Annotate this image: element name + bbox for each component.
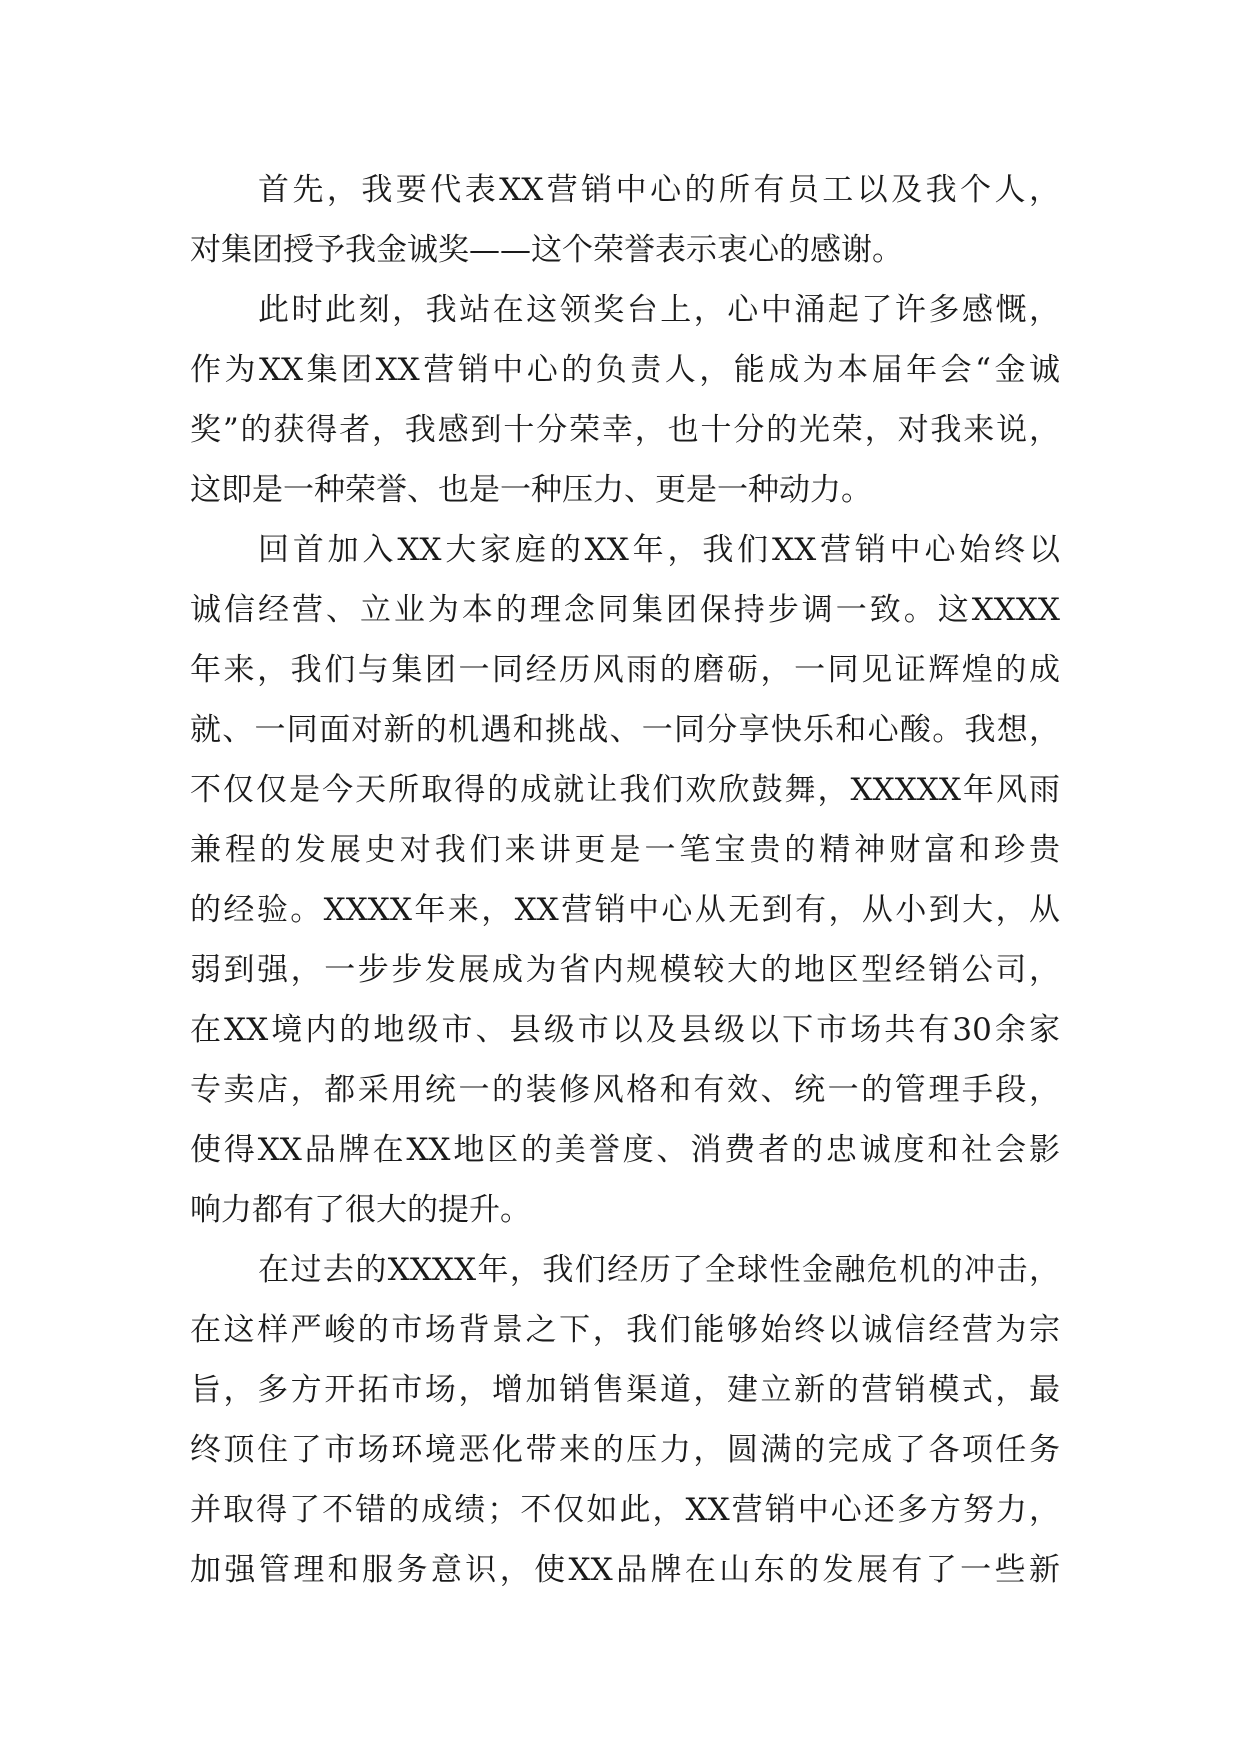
paragraph-3 [190, 520, 1060, 1240]
text-line: 响力都有了很大的提升。 [190, 1192, 531, 1228]
text-line: 在XX境内的地级市、县级市以及县级以下市场共有30余家 [190, 1012, 1060, 1048]
text-line: 对集团授予我金诚奖——这个荣誉表示衷心的感谢。 [190, 232, 903, 268]
document-body [190, 160, 1060, 1600]
paragraph-1 [190, 160, 1060, 280]
text-line: 此时此刻，我站在这领奖台上，心中涌起了许多感慨， [258, 292, 1060, 328]
text-line: 奖”的获得者，我感到十分荣幸，也十分的光荣，对我来说， [190, 412, 1060, 448]
text-line: 兼程的发展史对我们来讲更是一笔宝贵的精神财富和珍贵 [190, 832, 1060, 868]
text-line: 这即是一种荣誉、也是一种压力、更是一种动力。 [190, 472, 872, 508]
text-line: 加强管理和服务意识，使XX品牌在山东的发展有了一些新 [190, 1552, 1060, 1588]
text-line: 并取得了不错的成绩；不仅如此，XX营销中心还多方努力， [190, 1492, 1060, 1528]
text-line: 专卖店，都采用统一的装修风格和有效、统一的管理手段， [190, 1072, 1060, 1108]
text-line: 使得XX品牌在XX地区的美誉度、消费者的忠诚度和社会影 [190, 1132, 1060, 1168]
text-line: 就、一同面对新的机遇和挑战、一同分享快乐和心酸。我想， [190, 712, 1060, 748]
paragraph-2 [190, 280, 1060, 520]
text-line: 终顶住了市场环境恶化带来的压力，圆满的完成了各项任务 [190, 1432, 1060, 1468]
text-line: 回首加入XX大家庭的XX年，我们XX营销中心始终以 [258, 532, 1060, 568]
text-line: 作为XX集团XX营销中心的负责人，能成为本届年会“金诚 [190, 352, 1060, 388]
text-line: 旨，多方开拓市场，增加销售渠道，建立新的营销模式，最 [190, 1372, 1060, 1408]
text-line: 诚信经营、立业为本的理念同集团保持步调一致。这XXXX [190, 592, 1060, 628]
text-line: 在过去的XXXX年，我们经历了全球性金融危机的冲击， [258, 1252, 1060, 1288]
text-line: 不仅仅是今天所取得的成就让我们欢欣鼓舞，XXXXX年风雨 [190, 772, 1060, 808]
text-line: 的经验。XXXX年来，XX营销中心从无到有，从小到大，从 [190, 892, 1060, 928]
text-line: 在这样严峻的市场背景之下，我们能够始终以诚信经营为宗 [190, 1312, 1060, 1348]
text-line: 年来，我们与集团一同经历风雨的磨砺，一同见证辉煌的成 [190, 652, 1060, 688]
paragraph-4 [190, 1240, 1060, 1600]
text-line: 首先，我要代表XX营销中心的所有员工以及我个人， [258, 172, 1060, 208]
text-line: 弱到强，一步步发展成为省内规模较大的地区型经销公司， [190, 952, 1060, 988]
